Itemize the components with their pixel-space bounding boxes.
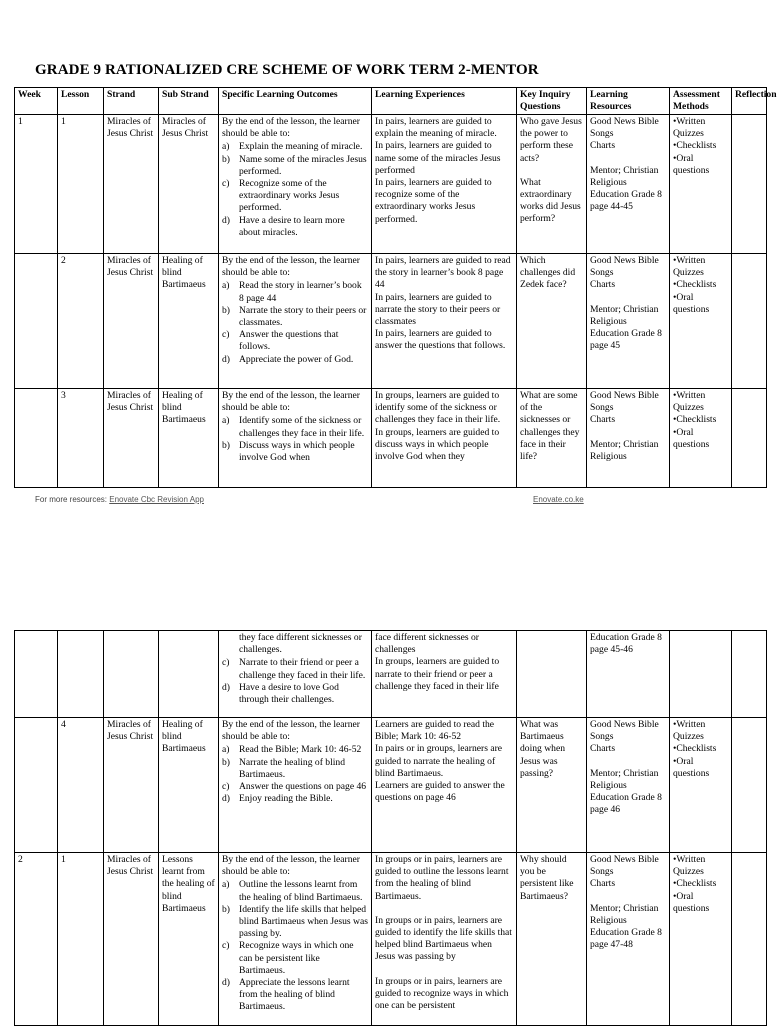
cell-assessment bbox=[670, 631, 732, 718]
cell-sub-strand-text: Healing of blind Bartimaeus bbox=[162, 390, 206, 426]
resource-text: Songs bbox=[590, 866, 614, 878]
cell-strand-text: Miracles of Jesus Christ bbox=[107, 719, 154, 743]
paragraph-gap bbox=[590, 153, 666, 165]
paragraph-gap bbox=[375, 964, 513, 976]
outcome-text: Read the Bible; Mark 10: 46-52 bbox=[239, 744, 362, 756]
paragraph-gap bbox=[590, 756, 666, 768]
resource-text: Good News Bible bbox=[590, 854, 659, 865]
footer-site-link[interactable]: Enovate.co.ke bbox=[533, 495, 584, 504]
outcome-marker: c) bbox=[222, 781, 230, 793]
outcomes-list bbox=[222, 879, 368, 1013]
cell-resources bbox=[587, 853, 670, 1026]
cell-experiences bbox=[372, 254, 517, 389]
outcome-text: Discuss ways in which people involve God when bbox=[239, 439, 355, 464]
assessment-text: •Written Quizzes bbox=[673, 719, 706, 743]
outcome-item bbox=[222, 215, 368, 239]
resource-text: Songs bbox=[590, 128, 614, 140]
assessment-text: •Written Quizzes bbox=[673, 390, 706, 414]
outcome-item bbox=[222, 977, 368, 1014]
experience-text: In groups or in pairs, learners are guided to identify the life skills that helped blind Bartimaeus when Jesus was passing by bbox=[375, 914, 512, 963]
cell-lesson-text: 4 bbox=[61, 719, 66, 730]
outcomes-list bbox=[222, 280, 368, 365]
assessment-text: •Oral questions bbox=[673, 426, 710, 450]
outcome-text: Identify some of the sickness or challenges they face in their life. bbox=[239, 415, 365, 439]
header-row bbox=[15, 88, 767, 115]
cell-reflection bbox=[732, 115, 767, 254]
outcome-item bbox=[222, 940, 368, 977]
assessment-text: •Written Quizzes bbox=[673, 854, 706, 878]
outcome-text: Answer the questions that follows. bbox=[239, 329, 339, 353]
scheme-table-page2 bbox=[14, 630, 767, 1026]
outcome-text: Name some of the miracles Jesus performed. bbox=[239, 153, 367, 177]
outcomes-intro: By the end of the lesson, the learner should be able to: bbox=[222, 390, 360, 414]
outcome-text: Explain the meaning of miracle. bbox=[239, 141, 363, 153]
resource-book: Mentor; Christian Religious Education Grade 8 page 47-48 bbox=[590, 902, 662, 951]
resources-content bbox=[590, 719, 666, 816]
cell-sub-strand-text: Miracles of Jesus Christ bbox=[162, 116, 209, 140]
cell-sub-strand bbox=[159, 115, 219, 254]
outcome-marker: d) bbox=[222, 214, 230, 226]
experience-text: In groups or in pairs, learners are guided to recognize ways in which one can be persistent bbox=[375, 975, 509, 1012]
outcome-item bbox=[222, 904, 368, 941]
experience-text: In pairs, learners are guided to recognize some of the extraordinary works Jesus performed. bbox=[375, 177, 492, 225]
cell-lesson bbox=[58, 115, 104, 254]
cell-questions bbox=[517, 115, 587, 254]
header-strand: Strand bbox=[104, 88, 159, 115]
resource-text: Good News Bible bbox=[590, 255, 659, 266]
cell-strand-text: Miracles of Jesus Christ bbox=[107, 854, 154, 878]
outcome-marker: b) bbox=[222, 304, 230, 316]
cell-resources bbox=[587, 115, 670, 254]
cell-week bbox=[15, 115, 58, 254]
outcome-marker: a) bbox=[222, 415, 230, 427]
header-lesson: Lesson bbox=[58, 88, 104, 115]
cell-reflection bbox=[732, 631, 767, 718]
cell-questions bbox=[517, 718, 587, 853]
outcomes-continued: they face different sicknesses or challenges. bbox=[239, 632, 362, 656]
cell-questions bbox=[517, 389, 587, 488]
cell-week bbox=[15, 853, 58, 1026]
question-text: What extraordinary works did Jesus perform? bbox=[520, 176, 581, 225]
header-reflection: Reflection bbox=[732, 88, 767, 115]
cell-lesson bbox=[58, 254, 104, 389]
cell-lesson-text: 1 bbox=[61, 854, 66, 865]
outcome-item bbox=[222, 280, 368, 304]
outcomes-intro: By the end of the lesson, the learner should be able to: bbox=[222, 116, 360, 140]
assessment-text: •Oral questions bbox=[673, 890, 710, 914]
cell-week-text: 1 bbox=[18, 116, 23, 127]
paragraph-gap bbox=[590, 891, 666, 903]
outcome-marker: b) bbox=[222, 439, 230, 451]
cell-reflection bbox=[732, 389, 767, 488]
experiences-content bbox=[375, 390, 513, 463]
resource-text: Charts bbox=[590, 743, 616, 755]
cell-strand-text: Miracles of Jesus Christ bbox=[107, 390, 154, 414]
question-text: Why should you be persistent like Bartimaeus? bbox=[520, 854, 574, 902]
outcomes-intro: By the end of the lesson, the learner should be able to: bbox=[222, 255, 360, 279]
assessment-text: •Oral questions bbox=[673, 152, 710, 176]
question-text: Which challenges did Zedek face? bbox=[520, 255, 576, 291]
outcome-marker: c) bbox=[222, 940, 230, 952]
cell-strand bbox=[104, 115, 159, 254]
outcome-marker: a) bbox=[222, 744, 230, 756]
resources-content bbox=[590, 390, 666, 463]
cell-lesson bbox=[58, 853, 104, 1026]
outcome-text: Have a desire to learn more about miracles. bbox=[239, 214, 345, 238]
resources-content bbox=[590, 116, 666, 213]
paragraph-gap bbox=[590, 292, 666, 304]
assessment-text: •Checklists bbox=[673, 279, 717, 291]
outcome-item bbox=[222, 781, 368, 793]
experience-text: In groups, learners are guided to discuss ways in which people involve God when they bbox=[375, 426, 500, 463]
cell-questions bbox=[517, 631, 587, 718]
cell-assessment bbox=[670, 389, 732, 488]
outcome-text: Recognize some of the extraordinary works Jesus performed. bbox=[239, 178, 340, 214]
resource-text: Songs bbox=[590, 267, 614, 279]
outcomes-content bbox=[222, 854, 368, 1014]
outcome-item bbox=[222, 154, 368, 178]
cell-experiences bbox=[372, 389, 517, 488]
outcome-item bbox=[222, 657, 368, 681]
experience-text: In pairs, learners are guided to explain the meaning of miracle. bbox=[375, 116, 497, 140]
outcome-item bbox=[222, 305, 368, 329]
experiences-content bbox=[375, 116, 513, 226]
outcome-text: Recognize ways in which one can be persistent like Bartimaeus. bbox=[239, 940, 354, 976]
outcome-marker: a) bbox=[222, 141, 230, 153]
cell-resources bbox=[587, 718, 670, 853]
cell-week bbox=[15, 254, 58, 389]
outcome-item bbox=[222, 354, 368, 366]
outcome-item bbox=[222, 141, 368, 153]
cell-experiences bbox=[372, 631, 517, 718]
experiences-content bbox=[375, 854, 513, 1012]
footer-site bbox=[533, 495, 584, 504]
resource-text: Songs bbox=[590, 402, 614, 414]
cell-strand bbox=[104, 631, 159, 718]
outcome-text: Narrate the story to their peers or classmates. bbox=[239, 304, 367, 329]
cell-week bbox=[15, 718, 58, 853]
cell-assessment bbox=[670, 718, 732, 853]
experience-text: In pairs, learners are guided to name some of the miracles Jesus performed bbox=[375, 140, 501, 176]
resources-content bbox=[590, 854, 666, 951]
outcome-marker: a) bbox=[222, 879, 230, 891]
experience-text: In pairs, learners are guided to read the story in learner’s book 8 page 44 bbox=[375, 255, 511, 291]
resources-content bbox=[590, 255, 666, 352]
header-resources: Learning Resources bbox=[587, 88, 670, 115]
assessment-text: •Checklists bbox=[673, 743, 717, 755]
outcome-marker: a) bbox=[222, 280, 230, 292]
outcome-text: Have a desire to love God through their challenges. bbox=[239, 681, 339, 706]
resource-text: Good News Bible bbox=[590, 116, 659, 127]
resource-text: Songs bbox=[590, 731, 614, 743]
outcomes-intro: By the end of the lesson, the learner should be able to: bbox=[222, 719, 360, 743]
outcome-text: Outline the lessons learnt from the healing of blind Bartimaeus. bbox=[239, 879, 363, 903]
experience-text: face different sicknesses or challenges bbox=[375, 632, 479, 656]
cell-strand bbox=[104, 718, 159, 853]
resource-book: Mentor; Christian Religious Education Grade 8 page 45 bbox=[590, 303, 662, 352]
cell-outcomes bbox=[219, 853, 372, 1026]
experience-text: In pairs or in groups, learners are guided to narrate the healing of blind Bartimaeus. bbox=[375, 743, 503, 779]
outcomes-content bbox=[222, 390, 368, 464]
outcomes-list bbox=[222, 415, 368, 464]
question-text: What was Bartimaeus doing when Jesus was passing? bbox=[520, 719, 566, 779]
outcome-marker: c) bbox=[222, 329, 230, 341]
outcome-item bbox=[222, 879, 368, 903]
outcome-marker: d) bbox=[222, 681, 230, 693]
outcome-text: Appreciate the lessons learnt from the healing of blind Bartimaeus. bbox=[239, 977, 350, 1013]
resource-text: Charts bbox=[590, 140, 616, 152]
resource-text: Charts bbox=[590, 878, 616, 890]
cell-experiences bbox=[372, 115, 517, 254]
paragraph-gap bbox=[520, 165, 583, 177]
footer-resources bbox=[35, 495, 204, 504]
outcomes-intro: By the end of the lesson, the learner should be able to: bbox=[222, 854, 360, 878]
header-sub-strand: Sub Strand bbox=[159, 88, 219, 115]
outcome-text: Appreciate the power of God. bbox=[239, 353, 354, 365]
cell-strand bbox=[104, 853, 159, 1026]
resource-book: Education Grade 8 page 45-46 bbox=[590, 632, 662, 656]
resource-book: Mentor; Christian Religious bbox=[590, 438, 659, 462]
outcome-marker: d) bbox=[222, 793, 230, 805]
outcomes-list bbox=[222, 657, 368, 706]
experiences-content bbox=[375, 255, 513, 353]
outcome-text: Narrate to their friend or peer a challenge they faced in their life. bbox=[239, 657, 366, 681]
experiences-content bbox=[375, 719, 513, 804]
assessment-text: •Written Quizzes bbox=[673, 255, 706, 279]
outcome-text: Narrate the healing of blind Bartimaeus. bbox=[239, 756, 346, 780]
table-row bbox=[15, 631, 767, 718]
cell-sub-strand bbox=[159, 631, 219, 718]
assessment-text: •Checklists bbox=[673, 140, 717, 152]
outcome-marker: c) bbox=[222, 178, 230, 190]
resource-text: Charts bbox=[590, 414, 616, 426]
question-text: Who gave Jesus the power to perform these acts? bbox=[520, 116, 582, 164]
outcome-marker: b) bbox=[222, 153, 230, 165]
cell-sub-strand bbox=[159, 389, 219, 488]
outcomes-content bbox=[222, 255, 368, 366]
cell-assessment bbox=[670, 853, 732, 1026]
table-row bbox=[15, 254, 767, 389]
assessment-text: •Checklists bbox=[673, 878, 717, 890]
cell-outcomes bbox=[219, 254, 372, 389]
header-questions: Key Inquiry Questions bbox=[517, 88, 587, 115]
resource-text: Charts bbox=[590, 279, 616, 291]
outcome-item bbox=[222, 744, 368, 756]
cell-experiences bbox=[372, 853, 517, 1026]
paragraph-gap bbox=[590, 427, 666, 439]
assessment-text: •Oral questions bbox=[673, 755, 710, 779]
cell-reflection bbox=[732, 718, 767, 853]
table-row bbox=[15, 718, 767, 853]
outcome-marker: b) bbox=[222, 756, 230, 768]
cell-sub-strand-text: Lessons learnt from the healing of blind Bartimaeus bbox=[162, 854, 215, 914]
header-outcomes: Specific Learning Outcomes bbox=[219, 88, 372, 115]
outcome-item bbox=[222, 415, 368, 439]
footer-prefix: For more resources: bbox=[35, 495, 110, 504]
cell-week-text: 2 bbox=[18, 854, 23, 865]
table-row bbox=[15, 389, 767, 488]
header-week: Week bbox=[15, 88, 58, 115]
resource-book: Mentor; Christian Religious Education Grade 8 page 44-45 bbox=[590, 164, 662, 213]
document-title: GRADE 9 RATIONALIZED CRE SCHEME OF WORK TERM 2-MENTOR bbox=[35, 62, 539, 78]
outcomes-content bbox=[222, 632, 368, 706]
resource-text: Good News Bible bbox=[590, 390, 659, 401]
experience-text: In groups, learners are guided to identify some of the sickness or challenges they face in their life. bbox=[375, 390, 501, 426]
outcome-marker: b) bbox=[222, 903, 230, 915]
cell-lesson bbox=[58, 389, 104, 488]
cell-lesson-text: 3 bbox=[61, 390, 66, 401]
assessment-text: •Checklists bbox=[673, 414, 717, 426]
header-assessment: Assessment Methods bbox=[670, 88, 732, 115]
header-experiences: Learning Experiences bbox=[372, 88, 517, 115]
cell-questions bbox=[517, 254, 587, 389]
cell-resources bbox=[587, 389, 670, 488]
cell-sub-strand bbox=[159, 718, 219, 853]
cell-strand bbox=[104, 389, 159, 488]
table-row bbox=[15, 853, 767, 1026]
outcome-marker: d) bbox=[222, 977, 230, 989]
cell-assessment bbox=[670, 115, 732, 254]
cell-sub-strand bbox=[159, 853, 219, 1026]
experiences-content bbox=[375, 632, 513, 693]
cell-lesson-text: 2 bbox=[61, 255, 66, 266]
footer-app-link[interactable]: Enovate Cbc Revision App bbox=[109, 495, 204, 504]
outcome-text: Identify the life skills that helped blind Bartimaeus when Jesus was passing by. bbox=[239, 903, 368, 940]
paragraph-gap bbox=[375, 903, 513, 915]
cell-sub-strand-text: Healing of blind Bartimaeus bbox=[162, 719, 206, 755]
experience-text: In groups or in pairs, learners are guided to outline the lessons learnt from the healing of blind Bartimaeus. bbox=[375, 854, 509, 902]
resource-book: Mentor; Christian Religious Education Grade 8 page 46 bbox=[590, 767, 662, 816]
outcome-item bbox=[222, 440, 368, 464]
cell-lesson bbox=[58, 631, 104, 718]
scheme-table-page1 bbox=[14, 87, 777, 488]
experience-text: In pairs, learners are guided to narrate the story to their peers or classmates bbox=[375, 291, 501, 328]
outcome-item bbox=[222, 757, 368, 781]
outcomes-list bbox=[222, 744, 368, 805]
experience-text: Learners are guided to answer the questions on page 46 bbox=[375, 780, 505, 804]
outcomes-list bbox=[222, 141, 368, 239]
cell-strand-text: Miracles of Jesus Christ bbox=[107, 116, 154, 140]
question-text: What are some of the sicknesses or challenges they face in their life? bbox=[520, 390, 580, 463]
table-row bbox=[15, 115, 767, 254]
outcome-item bbox=[222, 178, 368, 215]
outcome-item bbox=[222, 329, 368, 353]
cell-strand bbox=[104, 254, 159, 389]
cell-reflection bbox=[732, 853, 767, 1026]
experience-text: In groups, learners are guided to narrate to their friend or peer a challenge they faced in their life bbox=[375, 656, 500, 692]
outcome-marker: d) bbox=[222, 353, 230, 365]
cell-outcomes bbox=[219, 631, 372, 718]
cell-week bbox=[15, 631, 58, 718]
outcomes-content bbox=[222, 116, 368, 239]
cell-resources bbox=[587, 631, 670, 718]
cell-experiences bbox=[372, 718, 517, 853]
cell-lesson bbox=[58, 718, 104, 853]
assessment-text: •Oral questions bbox=[673, 291, 710, 315]
cell-week bbox=[15, 389, 58, 488]
cell-assessment bbox=[670, 254, 732, 389]
outcomes-content bbox=[222, 719, 368, 805]
cell-lesson-text: 1 bbox=[61, 116, 66, 127]
cell-sub-strand-text: Healing of blind Bartimaeus bbox=[162, 255, 206, 291]
cell-reflection bbox=[732, 254, 767, 389]
outcome-text: Answer the questions on page 46 bbox=[239, 781, 367, 793]
cell-outcomes bbox=[219, 718, 372, 853]
experience-text: In pairs, learners are guided to answer the questions that follows. bbox=[375, 328, 506, 352]
outcome-item bbox=[222, 793, 368, 805]
resources-content bbox=[590, 632, 666, 656]
cell-strand-text: Miracles of Jesus Christ bbox=[107, 255, 154, 279]
outcome-item bbox=[222, 682, 368, 706]
assessment-text: •Written Quizzes bbox=[673, 116, 706, 140]
cell-outcomes bbox=[219, 389, 372, 488]
cell-resources bbox=[587, 254, 670, 389]
experience-text: Learners are guided to read the Bible; Mark 10: 46-52 bbox=[375, 719, 495, 743]
cell-sub-strand bbox=[159, 254, 219, 389]
outcome-marker: c) bbox=[222, 657, 230, 669]
resource-text: Good News Bible bbox=[590, 719, 659, 730]
cell-questions bbox=[517, 853, 587, 1026]
outcome-text: Read the story in learner’s book 8 page 44 bbox=[239, 280, 362, 304]
cell-outcomes bbox=[219, 115, 372, 254]
outcome-text: Enjoy reading the Bible. bbox=[239, 793, 333, 805]
